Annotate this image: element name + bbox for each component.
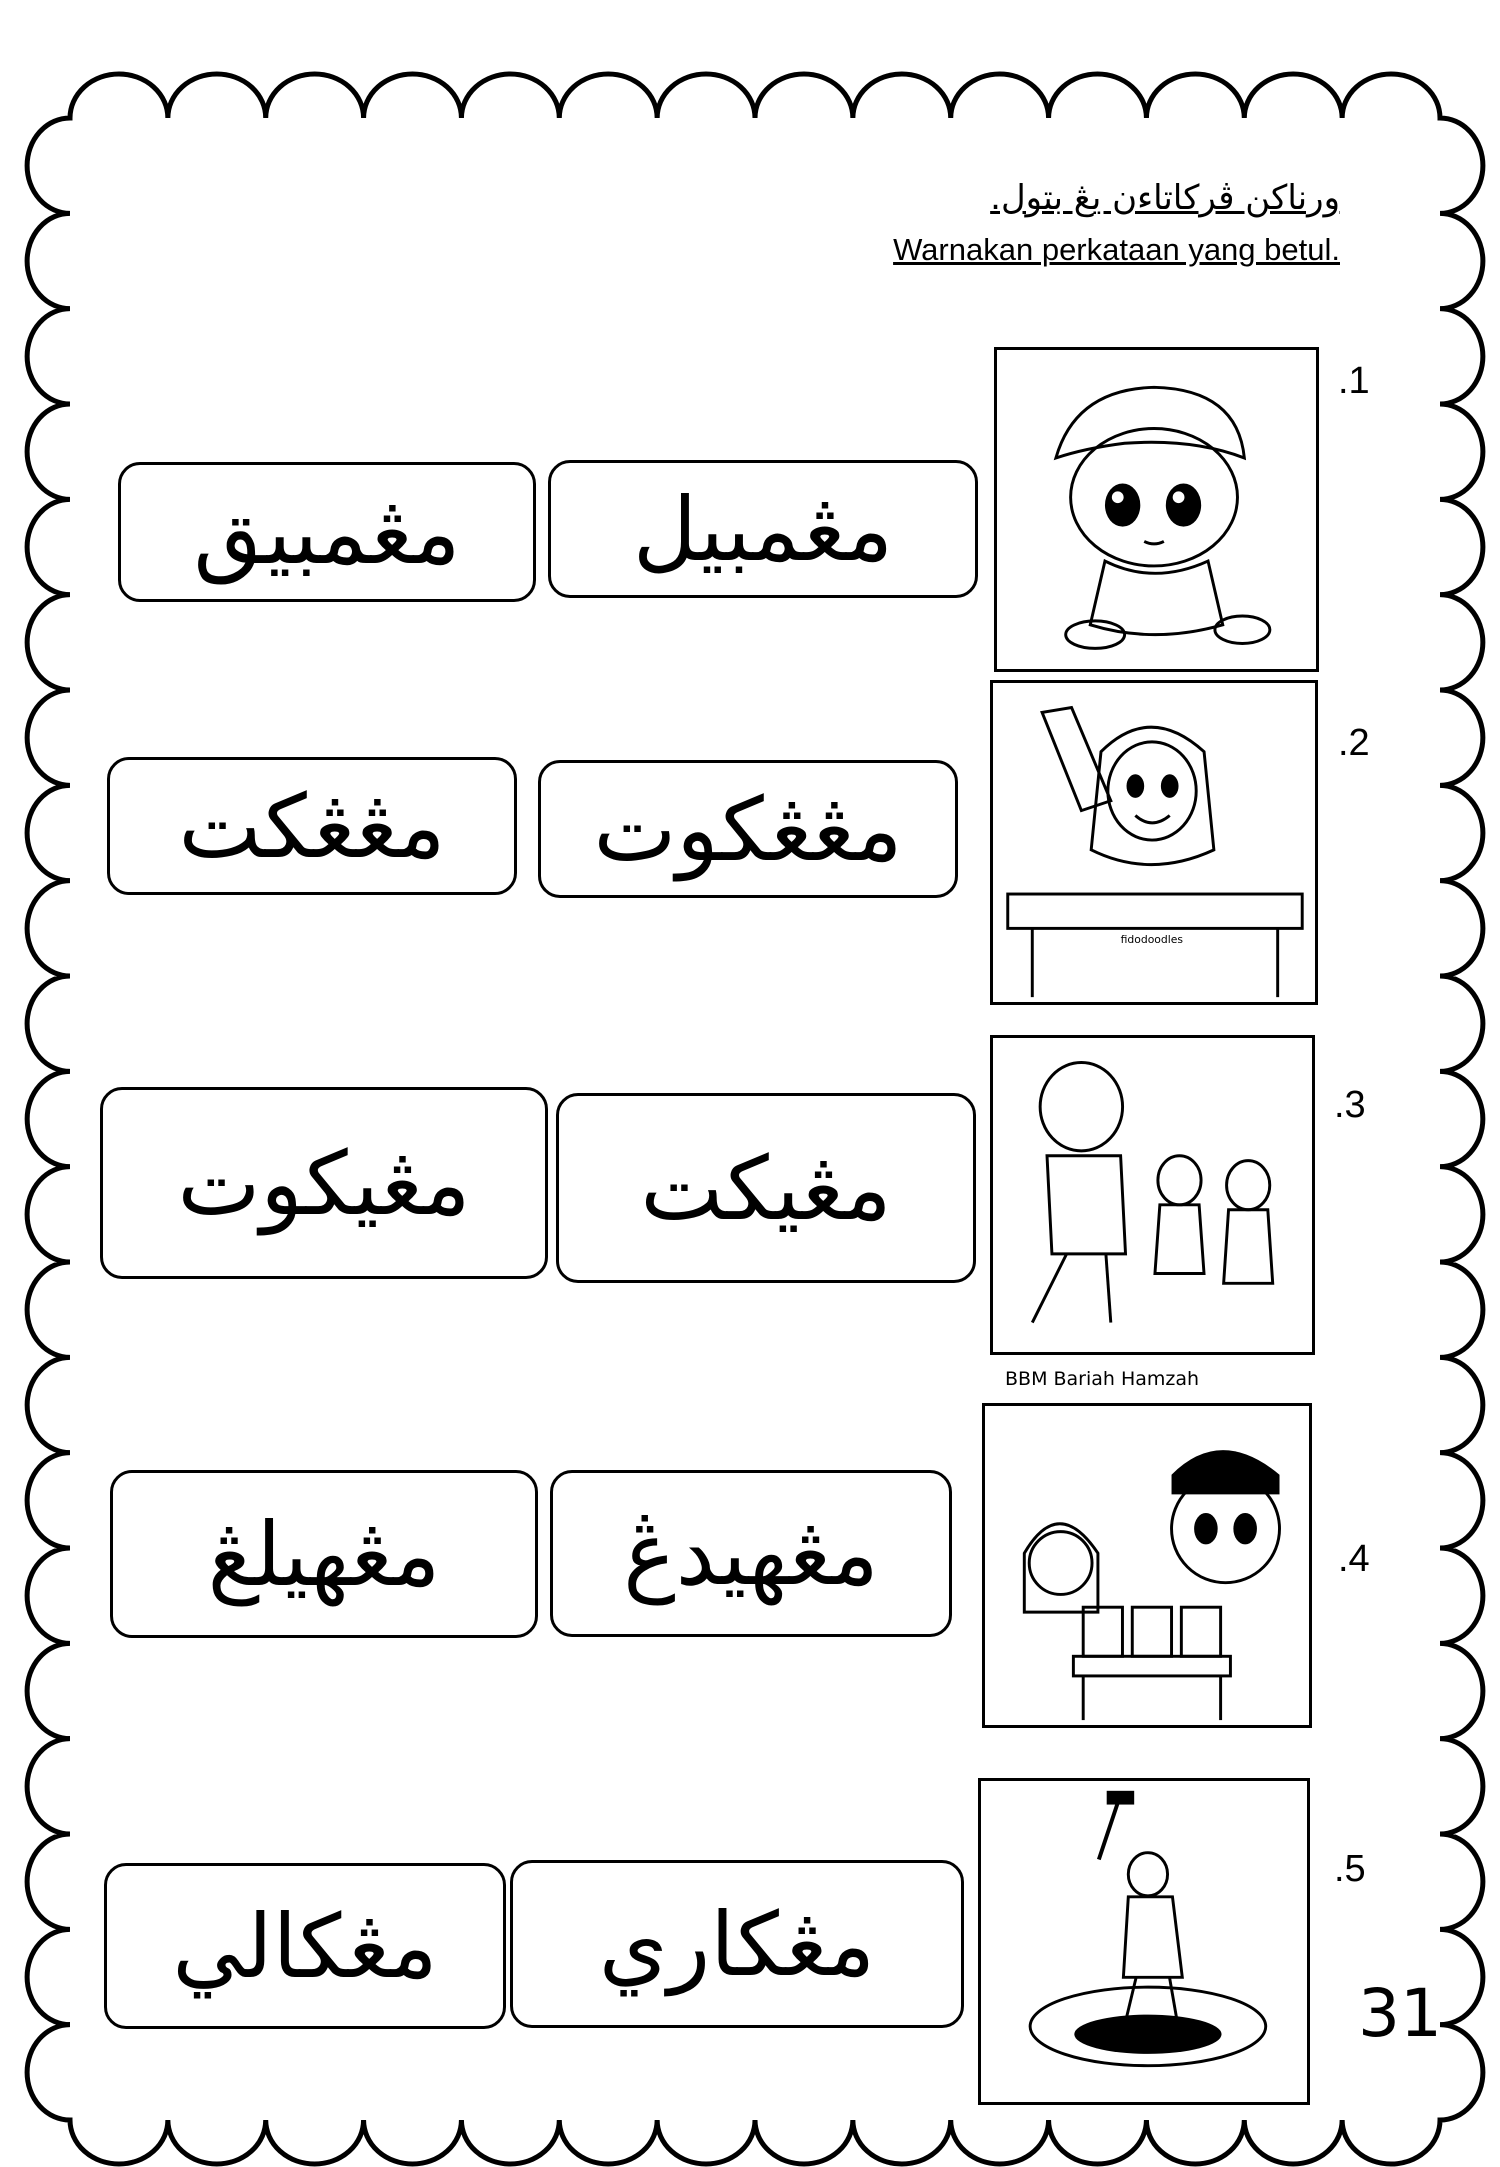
question-number-1: .1: [1338, 360, 1370, 402]
children-at-candy-stall-icon: [982, 1403, 1312, 1728]
question-number-2: .2: [1338, 722, 1370, 764]
instruction-jawi: ورناکن ڤرکاتاءن يڠ بتول.: [990, 178, 1340, 218]
boy-walking-with-siblings-icon: [990, 1035, 1315, 1355]
girl-raising-hand-icon: [990, 680, 1318, 1005]
option-1a[interactable]: مڠمبيل: [548, 460, 978, 598]
option-3b[interactable]: مڠيکوت: [100, 1087, 548, 1279]
option-4a[interactable]: مڠهيدڠ: [550, 1470, 952, 1637]
question-number-3: .3: [1334, 1084, 1366, 1126]
question-number-4: .4: [1338, 1538, 1370, 1580]
option-5a[interactable]: مڠکاري: [510, 1860, 964, 2028]
option-3a[interactable]: مڠيکت: [556, 1093, 976, 1283]
man-digging-hole-icon: [978, 1778, 1310, 2105]
baby-boy-sitting-icon: [994, 347, 1319, 672]
option-5b[interactable]: مڠکالي: [104, 1863, 506, 2029]
option-1b[interactable]: مڠمبيق: [118, 462, 536, 602]
credit-bariah-hamzah: BBM Bariah Hamzah: [1005, 1368, 1200, 1390]
option-2a[interactable]: مڠڠکوت: [538, 760, 958, 898]
question-number-5: .5: [1334, 1848, 1366, 1890]
credit-fidodoodles: fidodoodles: [1120, 933, 1183, 947]
page-number: 31: [1358, 1975, 1442, 2052]
option-4b[interactable]: مڠهيلڠ: [110, 1470, 538, 1638]
option-2b[interactable]: مڠڠکت: [107, 757, 517, 895]
instruction-rumi: Warnakan perkataan yang betul.: [893, 232, 1340, 267]
